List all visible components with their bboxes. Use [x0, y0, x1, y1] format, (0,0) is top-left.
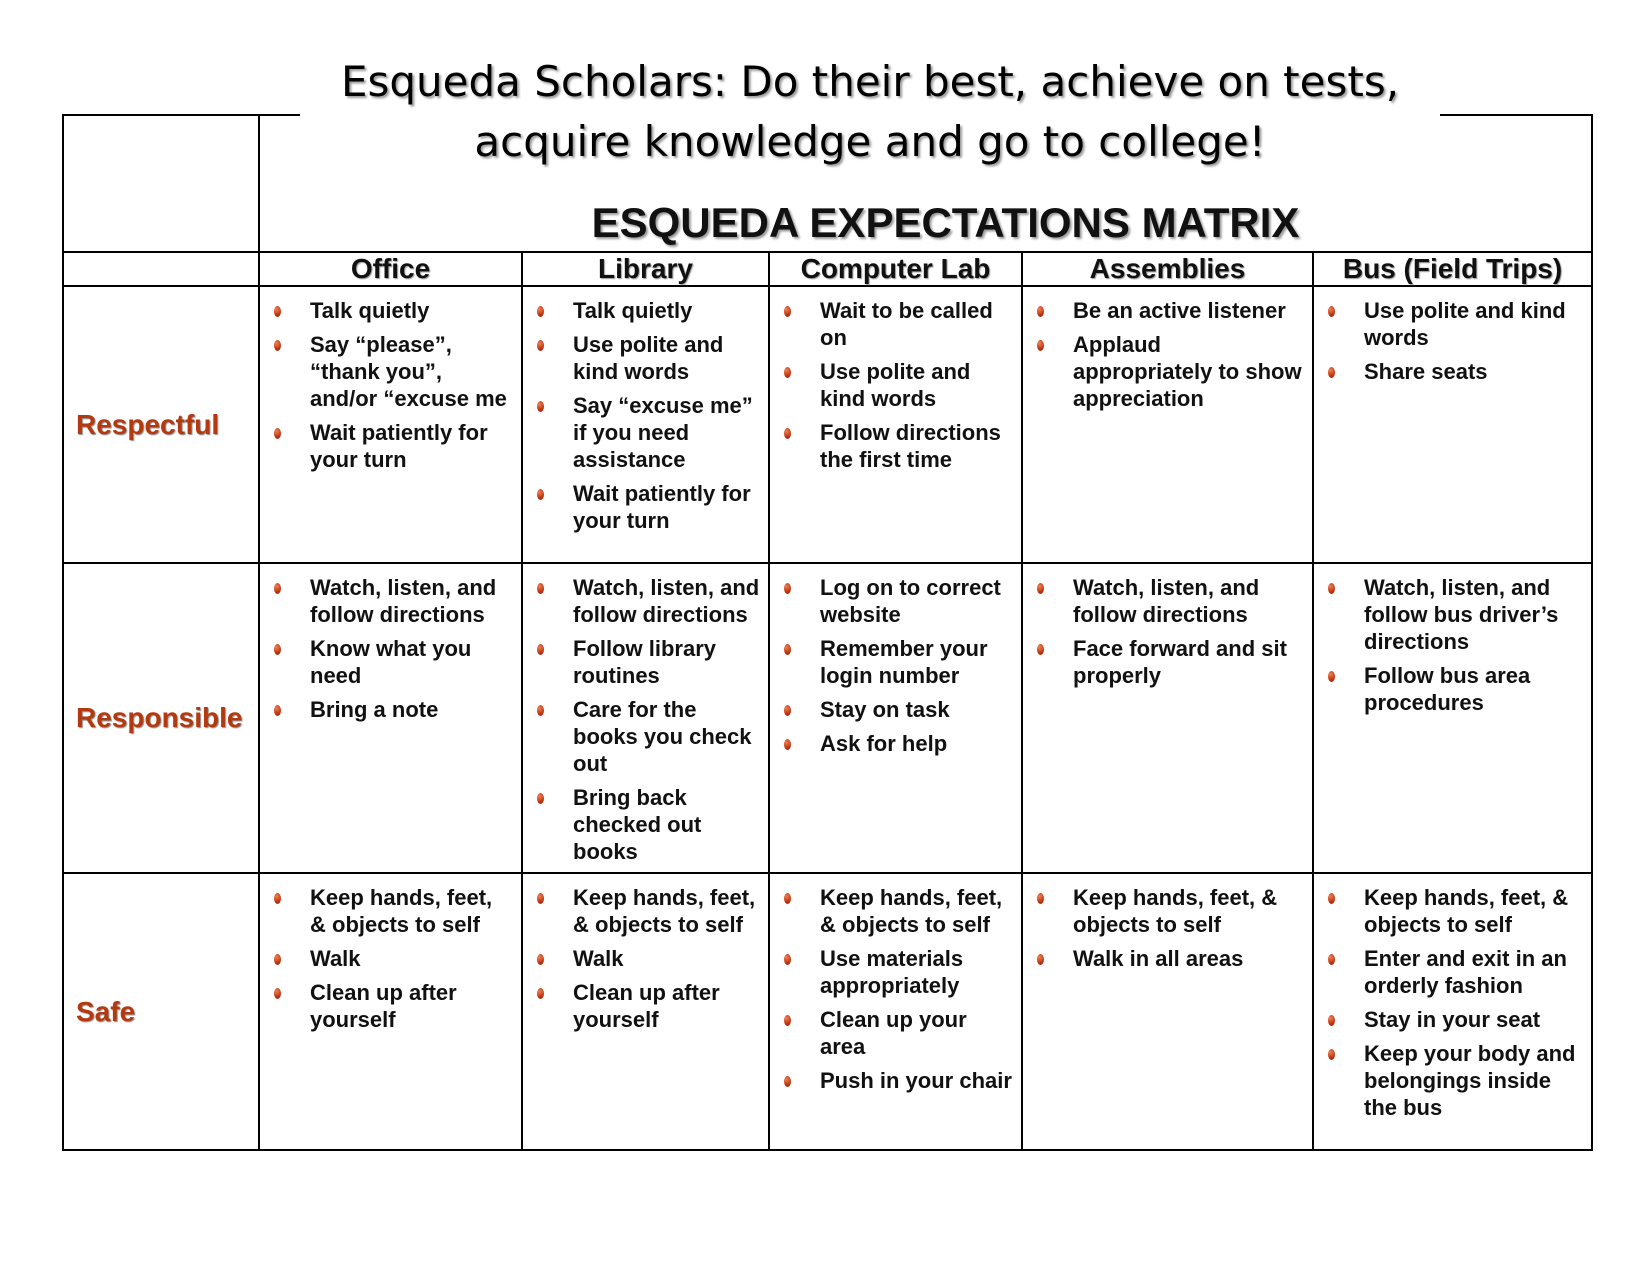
expectation-item [1324, 945, 1583, 999]
matrix-body [63, 286, 1592, 1150]
expectation-text: Applaud appropriately to show appreciation [1073, 332, 1302, 411]
expectation-item [1324, 1040, 1583, 1121]
expectation-list [1023, 874, 1312, 972]
bullet-icon [1037, 644, 1044, 655]
expectation-text: Keep hands, feet, & objects to self [1073, 885, 1278, 937]
bullet-icon [274, 705, 281, 716]
bullet-icon [274, 583, 281, 594]
expectation-list [523, 287, 768, 534]
expectation-cell [1022, 286, 1313, 563]
expectation-item [270, 419, 513, 473]
row-label: Safe [76, 995, 136, 1027]
bullet-icon [1328, 954, 1335, 965]
expectation-cell [769, 286, 1022, 563]
expectation-text: Keep hands, feet, & objects to self [1364, 885, 1569, 937]
expectation-text: Walk [573, 946, 624, 971]
bullet-icon [274, 306, 281, 317]
expectation-item [1033, 635, 1304, 689]
expectation-item [1324, 1006, 1583, 1033]
expectation-text: Wait patiently for your turn [310, 420, 488, 472]
column-header: Bus (Field Trips) [1313, 252, 1592, 286]
bullet-icon [784, 739, 791, 750]
expectation-item [780, 945, 1013, 999]
expectation-list [770, 564, 1021, 757]
expectation-item [780, 419, 1013, 473]
expectation-text: Keep hands, feet, & objects to self [573, 885, 756, 937]
expectation-item [533, 884, 760, 938]
expectation-list [260, 287, 521, 473]
expectation-text: Bring a note [310, 697, 439, 722]
bullet-icon [537, 954, 544, 965]
bullet-icon [784, 583, 791, 594]
expectation-text: Follow bus area procedures [1364, 663, 1531, 715]
expectation-cell [1022, 873, 1313, 1150]
column-header: Library [522, 252, 769, 286]
bullet-icon [784, 1076, 791, 1087]
expectation-text: Watch, listen, and follow directions [1073, 575, 1260, 627]
expectation-item [270, 696, 513, 723]
expectation-text: Enter and exit in an orderly fashion [1364, 946, 1567, 998]
bullet-icon [537, 793, 544, 804]
bullet-icon [1328, 1015, 1335, 1026]
expectation-item [533, 635, 760, 689]
expectation-item [1324, 884, 1583, 938]
expectation-text: Clean up after yourself [310, 980, 457, 1032]
expectation-item [1033, 297, 1304, 324]
expectation-item [533, 945, 760, 972]
row-label: Responsible [76, 702, 243, 733]
column-header-row [63, 252, 1592, 286]
expectation-text: Stay in your seat [1364, 1007, 1541, 1032]
expectations-matrix [62, 114, 1593, 1151]
expectation-text: Be an active listener [1073, 298, 1286, 323]
expectation-item [1033, 945, 1304, 972]
expectation-item [1324, 358, 1583, 385]
bullet-icon [784, 705, 791, 716]
expectation-item [533, 574, 760, 628]
expectation-text: Wait to be called on [820, 298, 993, 350]
expectation-cell [1313, 286, 1592, 563]
bullet-icon [784, 306, 791, 317]
expectation-item [780, 297, 1013, 351]
expectation-list [260, 564, 521, 723]
bullet-icon [1037, 954, 1044, 965]
expectation-cell [769, 873, 1022, 1150]
expectation-text: Talk quietly [310, 298, 430, 323]
bullet-icon [537, 401, 544, 412]
expectation-item [270, 331, 513, 412]
expectation-text: Walk in all areas [1073, 946, 1244, 971]
expectation-text: Face forward and sit properly [1073, 636, 1287, 688]
bullet-icon [1328, 893, 1335, 904]
row-label-cell [63, 286, 259, 563]
corner-cell [63, 115, 259, 252]
matrix-row [63, 563, 1592, 873]
expectation-text: Use polite and kind words [820, 359, 971, 411]
expectation-cell [522, 873, 769, 1150]
bullet-icon [274, 954, 281, 965]
bullet-icon [537, 340, 544, 351]
expectation-cell [522, 563, 769, 873]
expectation-text: Clean up your area [820, 1007, 967, 1059]
expectation-item [780, 1067, 1013, 1094]
expectation-list [523, 874, 768, 1033]
bullet-icon [784, 428, 791, 439]
expectation-item [1324, 297, 1583, 351]
bullet-icon [1328, 1049, 1335, 1060]
expectation-list [523, 564, 768, 865]
bullet-icon [537, 489, 544, 500]
expectation-cell [1313, 563, 1592, 873]
expectation-text: Follow library routines [573, 636, 717, 688]
expectation-text: Walk [310, 946, 361, 971]
expectation-text: Clean up after yourself [573, 980, 720, 1032]
bullet-icon [1037, 583, 1044, 594]
expectation-list [1314, 564, 1591, 716]
expectation-text: Keep your body and belongings inside the bus [1364, 1041, 1576, 1120]
expectation-item [270, 979, 513, 1033]
expectation-text: Follow directions the first time [820, 420, 1001, 472]
expectation-text: Talk quietly [573, 298, 693, 323]
expectation-item [533, 392, 760, 473]
bullet-icon [1037, 306, 1044, 317]
expectation-text: Keep hands, feet, & objects to self [820, 885, 1003, 937]
expectation-text: Keep hands, feet, & objects to self [310, 885, 493, 937]
column-header: Assemblies [1022, 252, 1313, 286]
bullet-icon [1328, 583, 1335, 594]
expectation-item [533, 480, 760, 534]
expectation-cell [259, 286, 522, 563]
expectation-text: Push in your chair [820, 1068, 1012, 1093]
expectation-item [1033, 884, 1304, 938]
bullet-icon [1328, 367, 1335, 378]
expectation-item [533, 979, 760, 1033]
expectation-list [1314, 874, 1591, 1121]
expectation-item [270, 574, 513, 628]
bullet-icon [784, 954, 791, 965]
expectation-text: Watch, listen, and follow directions [573, 575, 760, 627]
expectation-item [780, 574, 1013, 628]
expectation-text: Wait patiently for your turn [573, 481, 751, 533]
bullet-icon [784, 1015, 791, 1026]
bullet-icon [537, 306, 544, 317]
bullet-icon [274, 644, 281, 655]
bullet-icon [274, 988, 281, 999]
row-label: Respectful [76, 408, 220, 440]
expectation-list [1314, 287, 1591, 385]
expectation-cell [1313, 873, 1592, 1150]
expectation-item [533, 784, 760, 865]
expectation-item [270, 297, 513, 324]
expectation-text: Watch, listen, and follow bus driver’s directions [1364, 575, 1559, 654]
expectation-item [533, 331, 760, 385]
expectation-item [533, 297, 760, 324]
expectation-cell [259, 563, 522, 873]
matrix-title: ESQUEDA EXPECTATIONS MATRIX [591, 199, 1300, 246]
bullet-icon [274, 428, 281, 439]
expectation-item [270, 884, 513, 938]
bullet-icon [1328, 671, 1335, 682]
bullet-icon [784, 367, 791, 378]
expectation-text: Bring back checked out books [573, 785, 702, 864]
expectation-list [1023, 564, 1312, 689]
expectation-item [270, 945, 513, 972]
header-corner [63, 252, 259, 286]
expectation-item [1324, 662, 1583, 716]
expectation-item [780, 358, 1013, 412]
expectation-text: Share seats [1364, 359, 1488, 384]
motto-line-1: Esqueda Scholars: Do their best, achieve on tests, [340, 57, 1400, 106]
expectation-item [780, 696, 1013, 723]
expectation-text: Care for the books you check out [573, 697, 752, 776]
expectation-text: Stay on task [820, 697, 950, 722]
expectation-text: Use polite and kind words [1364, 298, 1566, 350]
matrix-row [63, 286, 1592, 563]
bullet-icon [1037, 893, 1044, 904]
expectation-text: Use materials appropriately [820, 946, 964, 998]
expectation-text: Watch, listen, and follow directions [310, 575, 497, 627]
bullet-icon [537, 893, 544, 904]
bullet-icon [537, 583, 544, 594]
row-label-cell [63, 873, 259, 1150]
expectation-item [1033, 574, 1304, 628]
expectation-item [533, 696, 760, 777]
bullet-icon [784, 644, 791, 655]
expectation-cell [259, 873, 522, 1150]
expectation-item [780, 635, 1013, 689]
expectation-item [780, 1006, 1013, 1060]
expectation-text: Remember your login number [820, 636, 988, 688]
expectation-text: Use polite and kind words [573, 332, 724, 384]
expectation-text: Say “excuse me” if you need assistance [573, 393, 753, 472]
expectation-item [1033, 331, 1304, 412]
bullet-icon [274, 340, 281, 351]
expectation-list [770, 874, 1021, 1094]
column-header: Office [259, 252, 522, 286]
expectation-cell [769, 563, 1022, 873]
expectation-text: Log on to correct website [820, 575, 1001, 627]
expectation-cell [1022, 563, 1313, 873]
expectation-text: Ask for help [820, 731, 948, 756]
row-label-cell [63, 563, 259, 873]
bullet-icon [537, 988, 544, 999]
bullet-icon [274, 893, 281, 904]
expectation-text: Say “please”, “thank you”, and/or “excuse me [310, 332, 507, 411]
expectation-cell [522, 286, 769, 563]
bullet-icon [784, 893, 791, 904]
motto-heading [300, 52, 1440, 172]
bullet-icon [1328, 306, 1335, 317]
bullet-icon [537, 644, 544, 655]
expectation-list [770, 287, 1021, 473]
expectation-text: Know what you need [310, 636, 472, 688]
expectation-item [780, 884, 1013, 938]
motto-line-2: acquire knowledge and go to college! [474, 117, 1266, 166]
expectation-item [270, 635, 513, 689]
expectation-item [780, 730, 1013, 757]
matrix-row [63, 873, 1592, 1150]
column-header: Computer Lab [769, 252, 1022, 286]
bullet-icon [537, 705, 544, 716]
expectation-list [260, 874, 521, 1033]
expectation-list [1023, 287, 1312, 412]
bullet-icon [1037, 340, 1044, 351]
expectation-item [1324, 574, 1583, 655]
